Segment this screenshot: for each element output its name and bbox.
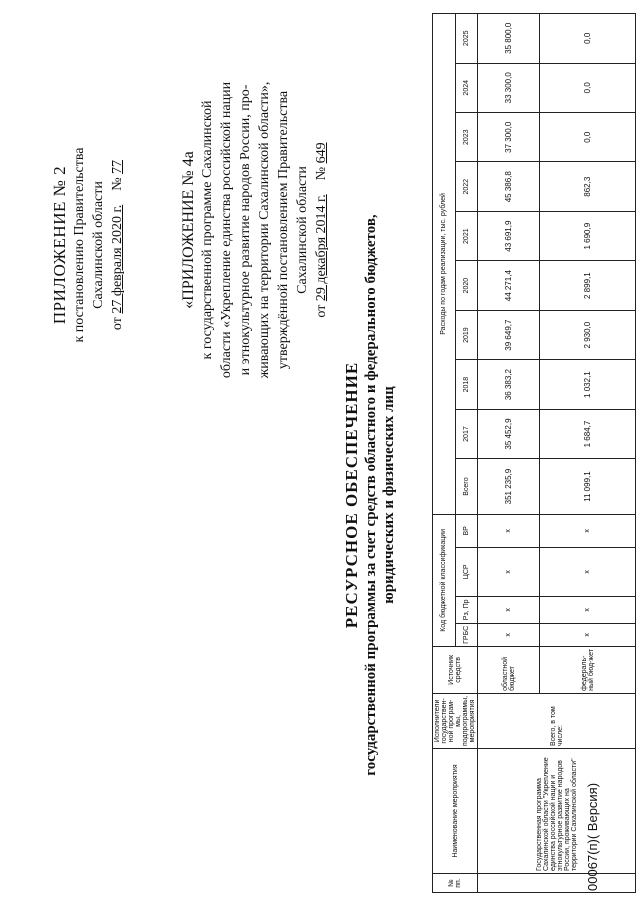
appendix-4a-num-prefix: № [314,166,329,181]
appendix-4a-title: «ПРИЛОЖЕНИЕ № 4а [180,151,197,309]
value-cell: 44 271,4 [478,261,540,310]
resources-subheading-1: государственной программы за счет средств областного и федерального бюджетов, [363,214,379,776]
appendix-4a-line: и этнокультурное развитие народов России, про- [238,84,253,376]
appendix-4a-date-prefix: от [314,304,329,318]
csr-cell: х [478,547,540,596]
value-cell: 1 684,7 [540,409,636,458]
header-executor: Исполнители государствен-ной програм-мы, подпрограммы, мероприятия [433,693,478,748]
value-cell: 2 930,0 [540,310,636,359]
grbs-cell: х [478,623,540,646]
source-cell: областной бюджет [478,646,540,693]
value-cell: 37 300,0 [478,113,540,162]
appendix-4a-date: 29 декабря 2014 г. [314,194,329,302]
header-num: № пп. [433,874,478,893]
header-year: 2018 [455,360,478,409]
appendix-4a-line: области «Укрепление единства российской нации [219,81,234,379]
header-total: Всего [455,459,478,515]
value-cell: 0,0 [540,113,636,162]
appendix-2-line1: к постановлению Правительства [72,147,87,343]
resources-heading-block [342,135,398,855]
appendix-4a-date-line [312,50,331,410]
header-source: Источник средств [433,646,478,693]
total-cell: 11 099,1 [540,459,636,515]
rz-cell: х [540,596,636,623]
resources-subheading-2: юридических и физических лиц [381,386,397,604]
value-cell: 45 386,8 [478,162,540,211]
grbs-cell: х [540,623,636,646]
appendix-4a-line: живающих на территории Сахалинской области», [257,81,272,379]
appendix-4a-block [180,50,331,410]
value-cell: 0,0 [540,14,636,64]
value-cell: 862,3 [540,162,636,211]
appendix-2-date: 27 февраля 2020 г. [110,204,125,314]
appendix-4a-line: к государственной программе Сахалинской [200,100,215,360]
header-name: Наименование мероприятия [433,749,478,874]
header-year: 2017 [455,409,478,458]
appendix-4a-line: утверждённой постановлением Правительства [276,90,291,370]
total-cell: 351 235,9 [478,459,540,515]
header-vr: ВР [455,514,478,547]
header-grbs: ГРБС [455,623,478,646]
header-csr: ЦСР [455,547,478,596]
value-cell: 35 452,9 [478,409,540,458]
value-cell: 39 649,7 [478,310,540,359]
vr-cell: х [540,514,636,547]
executor-cell: Всего, в том числе: [478,693,636,748]
table-row [478,14,540,893]
header-budget-code: Код бюджетной классификации [433,514,456,646]
appendix-2-date-prefix: от [110,317,125,331]
version-label: 00067(п)( Версия) [585,782,600,891]
header-year: 2021 [455,211,478,260]
value-cell: 0,0 [540,63,636,112]
value-cell: 2 899,1 [540,261,636,310]
appendix-2-block [50,100,127,390]
value-cell: 1 032,1 [540,360,636,409]
appendix-4a-line: Сахалинской области [295,166,310,294]
resources-heading: РЕСУРСНОЕ ОБЕСПЕЧЕНИЕ [342,361,361,629]
value-cell: 36 383,2 [478,360,540,409]
row-number-cell [478,874,636,893]
header-year: 2020 [455,261,478,310]
header-year: 2023 [455,113,478,162]
header-year: 2025 [455,14,478,64]
appendix-2-date-line [108,100,127,390]
header-expenses: Расходы по годам реализации, тыс. рублей [433,14,456,515]
program-name-cell: Государственная программа Сахалинской области "Укрепление единства российской нации и этнокультурное развитие народов России, проживающих на территории Сахалинской области" [478,749,636,874]
value-cell: 1 690,9 [540,211,636,260]
appendix-2-number: 77 [110,159,125,174]
header-year: 2024 [455,63,478,112]
csr-cell: х [540,547,636,596]
resources-table [432,13,636,893]
header-year: 2019 [455,310,478,359]
appendix-2-num-prefix: № [110,177,125,191]
value-cell: 35 800,0 [478,14,540,64]
appendix-4a-number: 649 [314,142,329,164]
value-cell: 43 691,9 [478,211,540,260]
appendix-2-line2: Сахалинской области [91,181,106,309]
source-cell: федераль-ный бюд-жет [540,646,636,693]
rz-cell: х [478,596,540,623]
value-cell: 33 300,0 [478,63,540,112]
header-year: 2022 [455,162,478,211]
header-rz: Рз, Пр [455,596,478,623]
vr-cell: х [478,514,540,547]
appendix-2-title: ПРИЛОЖЕНИЕ № 2 [50,165,69,325]
